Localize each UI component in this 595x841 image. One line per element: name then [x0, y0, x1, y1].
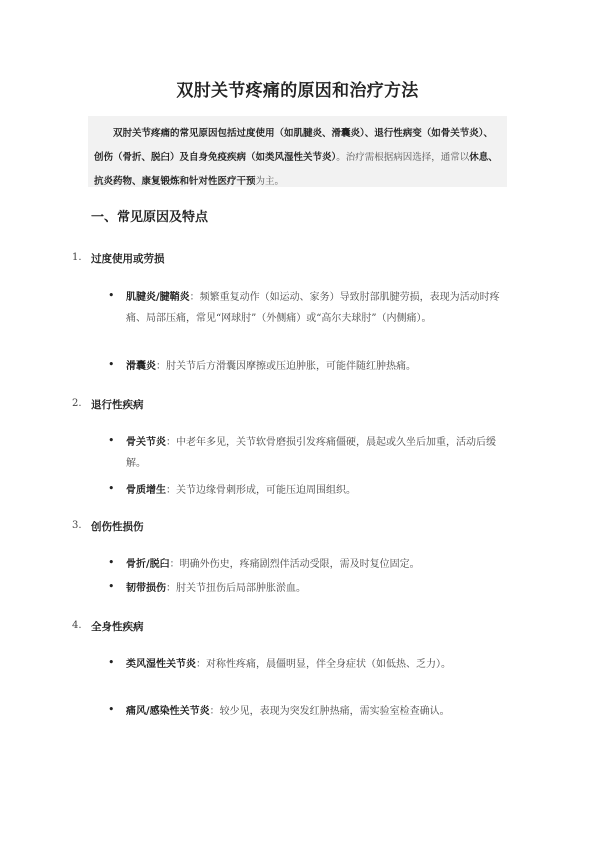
group-number: 1.	[72, 252, 82, 263]
item-text: ：肘关节扭伤后局部肿胀淤血。	[166, 583, 306, 594]
summary-box	[88, 116, 507, 187]
bullet-marker: •	[108, 656, 115, 669]
bullet-marker: •	[108, 580, 115, 593]
item-text: ：肘关节后方滑囊因摩擦或压迫肿胀，可能伴随红肿热痛。	[156, 361, 416, 372]
summary-bold-2: 休息、抗炎药物、康复锻炼和针对性医疗干预	[94, 152, 498, 187]
item-text: ：明确外伤史，疼痛剧烈伴活动受限，需及时复位固定。	[169, 559, 420, 570]
bullet-marker: •	[108, 434, 115, 447]
bullet-marker: •	[108, 703, 115, 716]
item-term: 骨质增生	[126, 485, 166, 496]
group-number: 2.	[72, 398, 82, 409]
list-item	[126, 432, 506, 474]
list-item	[126, 480, 506, 501]
item-text: ：较少见，表现为突发红肿热痛，需实验室检查确认。	[209, 706, 450, 717]
section-heading: 一、常见原因及特点	[91, 210, 209, 225]
item-term: 骨关节炎	[126, 437, 166, 448]
group-title: 过度使用或劳损	[91, 253, 165, 265]
item-text: ：对称性疼痛，晨僵明显，伴全身症状（如低热、乏力）。	[196, 659, 451, 670]
item-text: ：关节边缘骨刺形成，可能压迫周围组织。	[166, 485, 356, 496]
summary-text-1: 。治疗需根据病因选择，通常以	[336, 152, 470, 163]
bullet-marker: •	[108, 556, 115, 569]
item-term: 痛风/感染性关节炎	[126, 706, 210, 717]
page-title: 双肘关节疼痛的原因和治疗方法	[176, 81, 419, 101]
item-term: 类风湿性关节炎	[126, 659, 196, 670]
list-item	[126, 654, 506, 675]
bullet-marker: •	[108, 358, 115, 371]
group-title: 创伤性损伤	[91, 521, 144, 533]
summary-text-2: 为主。	[255, 176, 285, 187]
list-item	[126, 356, 506, 377]
item-text: ：频繁重复动作（如运动、家务）导致肘部肌腱劳损，表现为活动时疼痛、局部压痛，常见“网球肘”（外侧痛）或“高尔夫球肘”（内侧痛）。	[126, 292, 500, 324]
item-term: 滑囊炎	[126, 361, 156, 372]
summary-bold-1: 双肘关节疼痛的常见原因包括过度使用（如肌腱炎、滑囊炎）、退行性病变（如骨关节炎）、创伤（骨折、脱臼）及自身免疫疾病（如类风湿性关节炎）	[94, 128, 494, 163]
group-number: 3.	[72, 520, 82, 531]
group-title: 全身性疾病	[91, 621, 144, 633]
group-title: 退行性疾病	[91, 399, 144, 411]
list-item	[126, 287, 506, 329]
list-item	[126, 554, 506, 575]
item-term: 韧带损伤	[126, 583, 166, 594]
bullet-marker: •	[108, 289, 115, 302]
bullet-marker: •	[108, 482, 115, 495]
item-text: ：中老年多见，关节软骨磨损引发疼痛僵硬，晨起或久坐后加重，活动后缓解。	[126, 437, 496, 469]
item-term: 骨折/脱臼	[126, 559, 170, 570]
group-number: 4.	[72, 620, 82, 631]
list-item	[126, 701, 506, 722]
item-term: 肌腱炎/腱鞘炎	[126, 292, 190, 303]
list-item	[126, 578, 506, 599]
